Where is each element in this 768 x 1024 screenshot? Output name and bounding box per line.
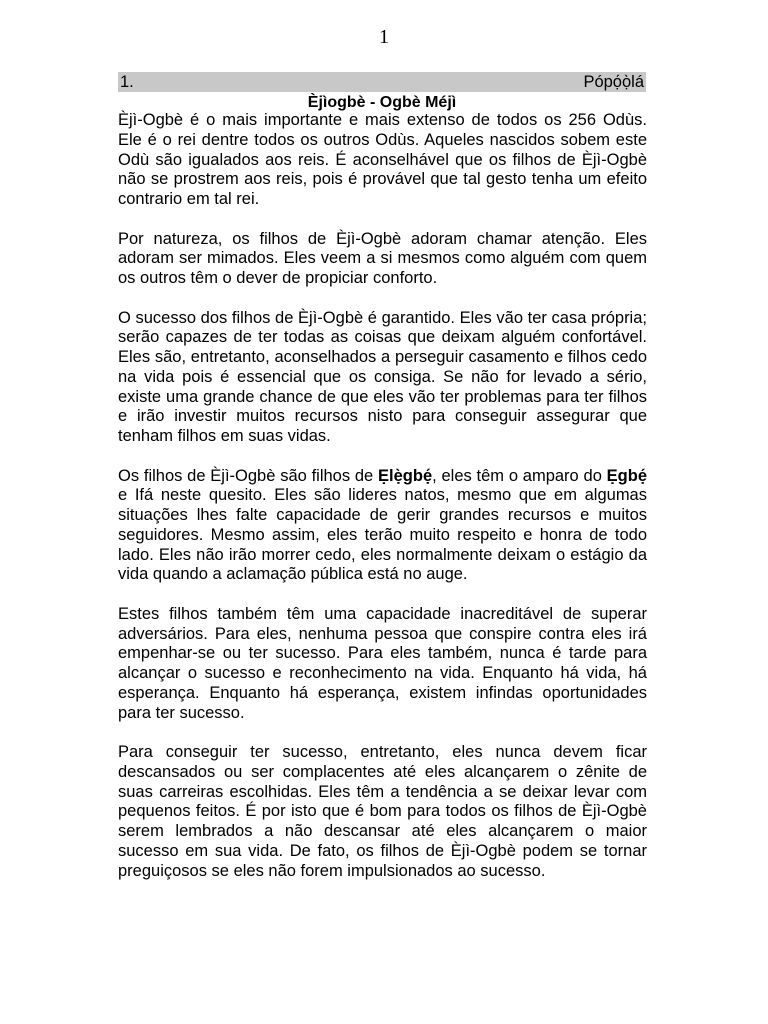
- chapter-number: 1.: [120, 73, 134, 91]
- paragraph-text: Èjì-Ogbè é o mais importante e mais extenso de todos os 256 Odùs. Ele é o rei dentre todos os outros Odùs. Aqueles nascidos sobem este Odù são igualados aos reis. É aconselhável que os filhos de Èjì-Ogbè não se prostrem aos reis, pois é provável que tal gesto tenha um efeito contrario em tal rei.: [118, 111, 647, 208]
- paragraph-text: O sucesso dos filhos de Èjì-Ogbè é garantido. Eles vão ter casa própria; serão capazes de ter todas as coisas que deixam alguém confortável. Eles são, entretanto, aconselhados a perseguir casamento e filhos cedo na vida pois é essencial que os consiga. Se não for levado a sério, existe uma grande chance de que eles vão ter problemas para ter filhos e irão investir muitos recursos nisto para conseguir assegurar que tenham filhos em suas vidas.: [118, 308, 647, 445]
- chapter-header-bar: [118, 72, 646, 92]
- orisa-name-egbe: Ẹgbẹ́: [606, 466, 647, 485]
- paragraph: [118, 309, 647, 447]
- odu-title: Èjìogbè - Ogbè Méjì: [307, 94, 457, 111]
- paragraph: [118, 743, 647, 881]
- paragraph-text: Para conseguir ter sucesso, entretanto, eles nunca devem ficar descansados ou ser complacentes até eles alcançarem o zênite de suas carreiras escolhidas. Eles têm a tendência a se deixar levar com pequenos feitos. É por isto que é bom para todos os filhos de Èjì-Ogbè serem lembrados a não descansar até eles alcançarem o maior sucesso em sua vida. De fato, os filhos de Èjì-Ogbè podem se tornar preguiçosos se eles não forem impulsionados ao sucesso.: [118, 743, 647, 880]
- orisa-name-elegbe: Ẹlẹ̀gbẹ́: [378, 466, 433, 485]
- paragraph-text: e Ifá neste quesito. Eles são lideres natos, mesmo que em algumas situações lhes falte capacidade de gerir grandes recursos e muitos seguidores. Mesmo assim, eles terão muito respeito e honra de todo lado. Eles não irão morrer cedo, eles normalmente deixam o estágio da vida quando a aclamação pública está no auge.: [118, 486, 647, 584]
- body-text: [118, 111, 647, 881]
- paragraph-text: Por natureza, os filhos de Èjì-Ogbè adoram chamar atenção. Eles adoram ser mimados. Eles veem a si mesmos como alguém com quem os outros têm o dever de propiciar conforto.: [118, 229, 647, 287]
- paragraph: [118, 111, 647, 210]
- paragraph: [118, 230, 647, 289]
- paragraph: [118, 467, 647, 586]
- paragraph-text: Os filhos de Èjì-Ogbè são filhos de: [118, 466, 379, 485]
- page-number: 1: [379, 26, 389, 48]
- paragraph-text: Estes filhos também têm uma capacidade inacreditável de superar adversários. Para eles, nenhuma pessoa que conspire contra eles irá empenhar-se ou ter sucesso. Para eles também, nunca é tarde para alcançar o sucesso e reconhecimento na vida. Enquanto há vida, há esperança. Enquanto há esperança, existem infindas oportunidades para ter sucesso.: [118, 604, 647, 722]
- paragraph: [118, 605, 647, 724]
- chapter-name: Pópọ́ọ̀lá: [583, 73, 644, 91]
- paragraph-text: , eles têm o amparo do: [432, 466, 607, 485]
